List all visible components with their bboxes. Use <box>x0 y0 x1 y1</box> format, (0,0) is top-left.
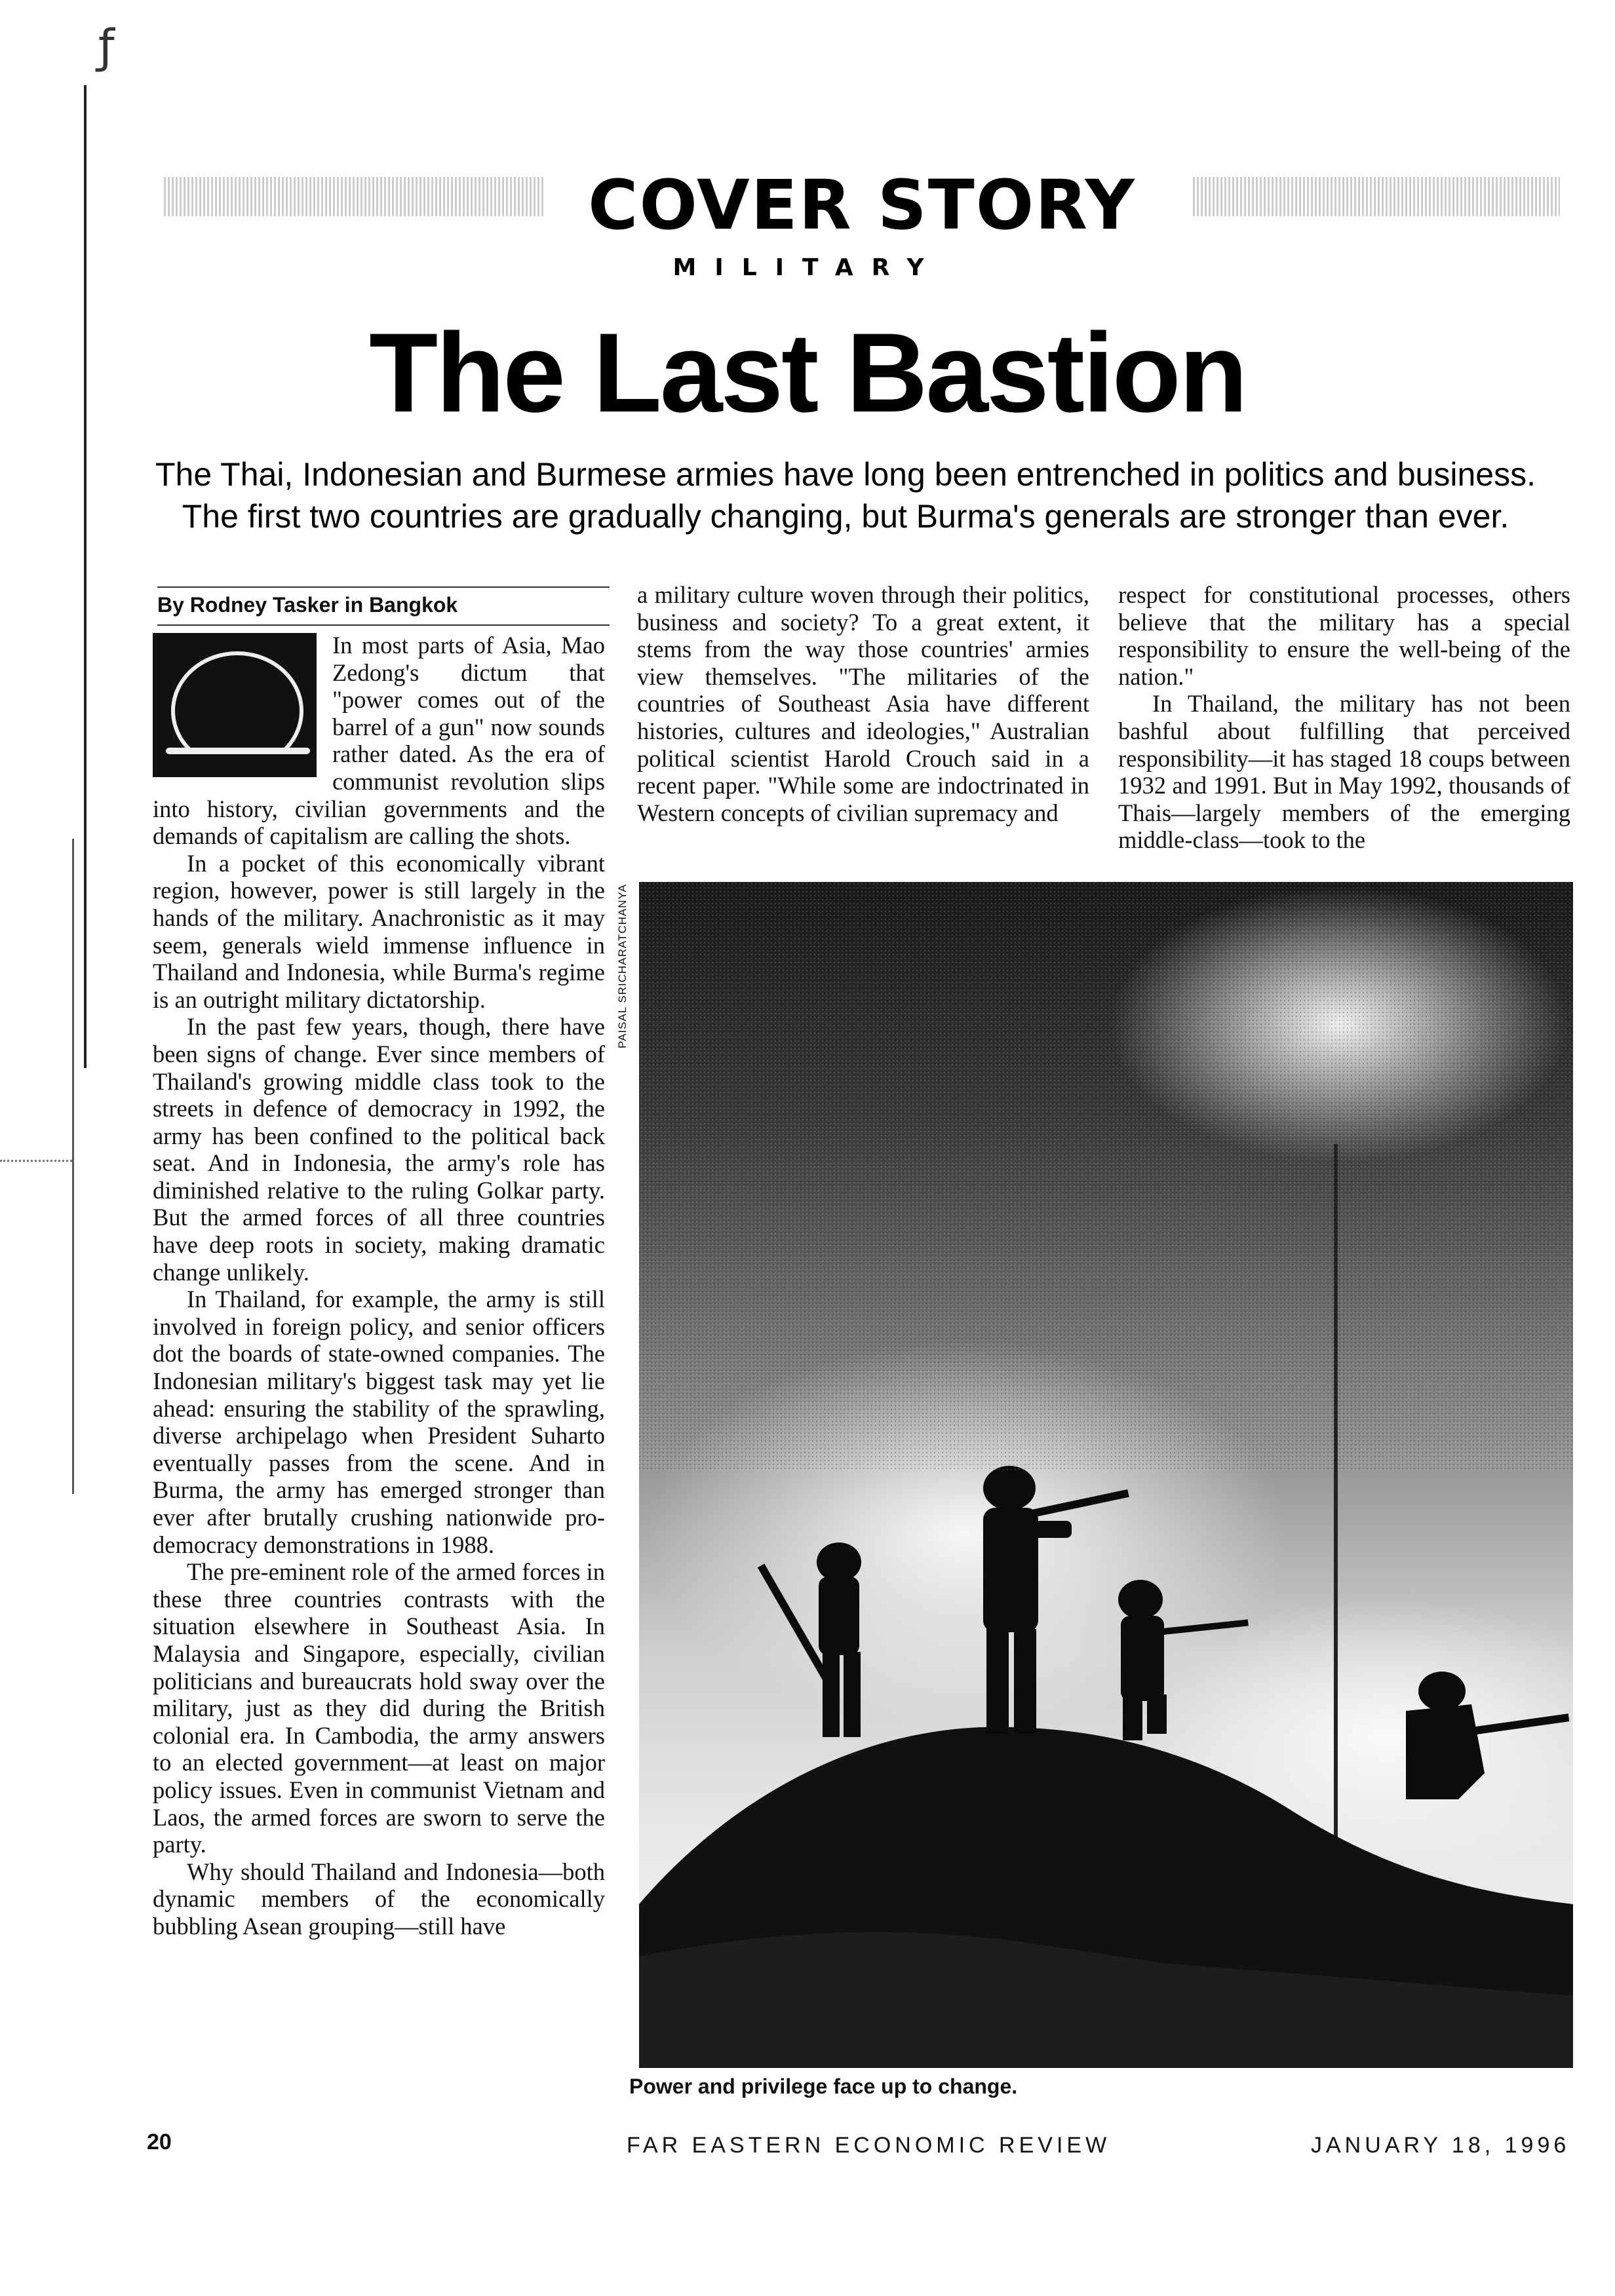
paragraph: In Thailand, the military has not been bashful about fulfilling that perceived responsibility—it has staged 18 coups between 1932 and 1991. But in May 1992, thousands of Thais—largely members of the emerging middle-class—took to the <box>1118 690 1570 854</box>
photo-caption: Power and privilege face up to change. <box>629 2075 1018 2098</box>
margin-rule <box>72 839 74 1494</box>
paragraph: In the past few years, though, there have been signs of change. Ever since members of Thailand's growing middle class took to the streets in defence of democracy in 1992, the army has been confined to the political back seat. And in Indonesia, the army's role has diminished relative to the ruling Golkar party. But the armed forces of all three countries have deep roots in society, making dramatic change unlikely. <box>153 1013 605 1286</box>
kicker: MILITARY <box>672 254 943 281</box>
byline-rule <box>157 586 610 588</box>
headline: The Last Bastion <box>369 310 1246 436</box>
paragraph: In Thailand, for example, the army is still involved in foreign policy, and senior officers dot the boards of state-owned companies. The Indonesian military's biggest task may yet lie ahead: ensuring the stability of the sprawling, diverse archipelago when President Suharto eventually passes from the scene. And in Burma, the army has emerged stronger than ever after brutally crushing nationwide pro-democracy demonstrations in 1988. <box>153 1286 605 1558</box>
deck <box>131 453 1560 537</box>
article-column-2 <box>637 581 1089 826</box>
paragraph: In a pocket of this economically vibrant region, however, power is still largely in the hands of the military. Anachronistic as it may seem, generals wield immense influence in Thailand and Indonesia, while Burma's regime is an outright military dictatorship. <box>153 849 605 1013</box>
paragraph: a military culture woven through their politics, business and society? To a great extent, it stems from the way those countries' armies view themselves. "The militaries of the countries of Southeast Asia have different histories, cultures and ideologies," Australian political scientist Harold Crouch said in a recent paper. "While some are indoctrinated in Western concepts of civilian supremacy and <box>637 581 1089 826</box>
soldiers-silhouette-illustration <box>639 882 1573 2068</box>
soldiers-photo <box>639 882 1573 2068</box>
section-banner <box>164 165 1560 245</box>
byline-rule <box>157 624 610 626</box>
scan-mark-icon: ƒ <box>98 20 115 73</box>
article-column-1 <box>153 632 605 1940</box>
publication-name: FAR EASTERN ECONOMIC REVIEW <box>627 2133 1111 2158</box>
paragraph: Why should Thailand and Indonesia—both dynamic members of the economically bubbling Asean grouping—still have <box>153 1858 605 1940</box>
deck-line: The Thai, Indonesian and Burmese armies have long been entrenched in politics and business. <box>155 456 1536 493</box>
section-title: COVER STORY <box>588 165 1136 245</box>
scan-artifact <box>0 1160 72 1170</box>
page-number: 20 <box>147 2130 172 2154</box>
paragraph: The pre-eminent role of the armed forces in these three countries contrasts with the situation elsewhere in Southeast Asia. In Malaysia and Singapore, especially, civilian politicians and bureaucrats hold sway over the military, just as they did during the British colonial era. In Cambodia, the army answers to an elected government—at least on major policy issues. Even in communist Vietnam and Laos, the armed forces are sworn to serve the party. <box>153 1558 605 1858</box>
issue-date: JANUARY 18, 1996 <box>1311 2133 1570 2158</box>
deck-line: The first two countries are gradually changing, but Burma's generals are stronger than ever. <box>182 498 1509 535</box>
byline: By Rodney Tasker in Bangkok <box>157 593 458 617</box>
margin-rule <box>84 85 87 1068</box>
article-column-3 <box>1118 581 1570 854</box>
helmet-icon <box>153 633 317 777</box>
paragraph: In most parts of Asia, Mao Zedong's dictum that "power comes out of the barrel of a gun" now sounds rather dated. As the era of communist revolution slips into history, civilian governments and the demands of capitalism are calling the shots. <box>153 632 605 850</box>
photo-credit: PAISAL SRICHARATCHANYA <box>616 884 629 1048</box>
paragraph: respect for constitutional processes, others believe that the military has a special responsibility to ensure the well-being of the nation." <box>1118 581 1570 690</box>
